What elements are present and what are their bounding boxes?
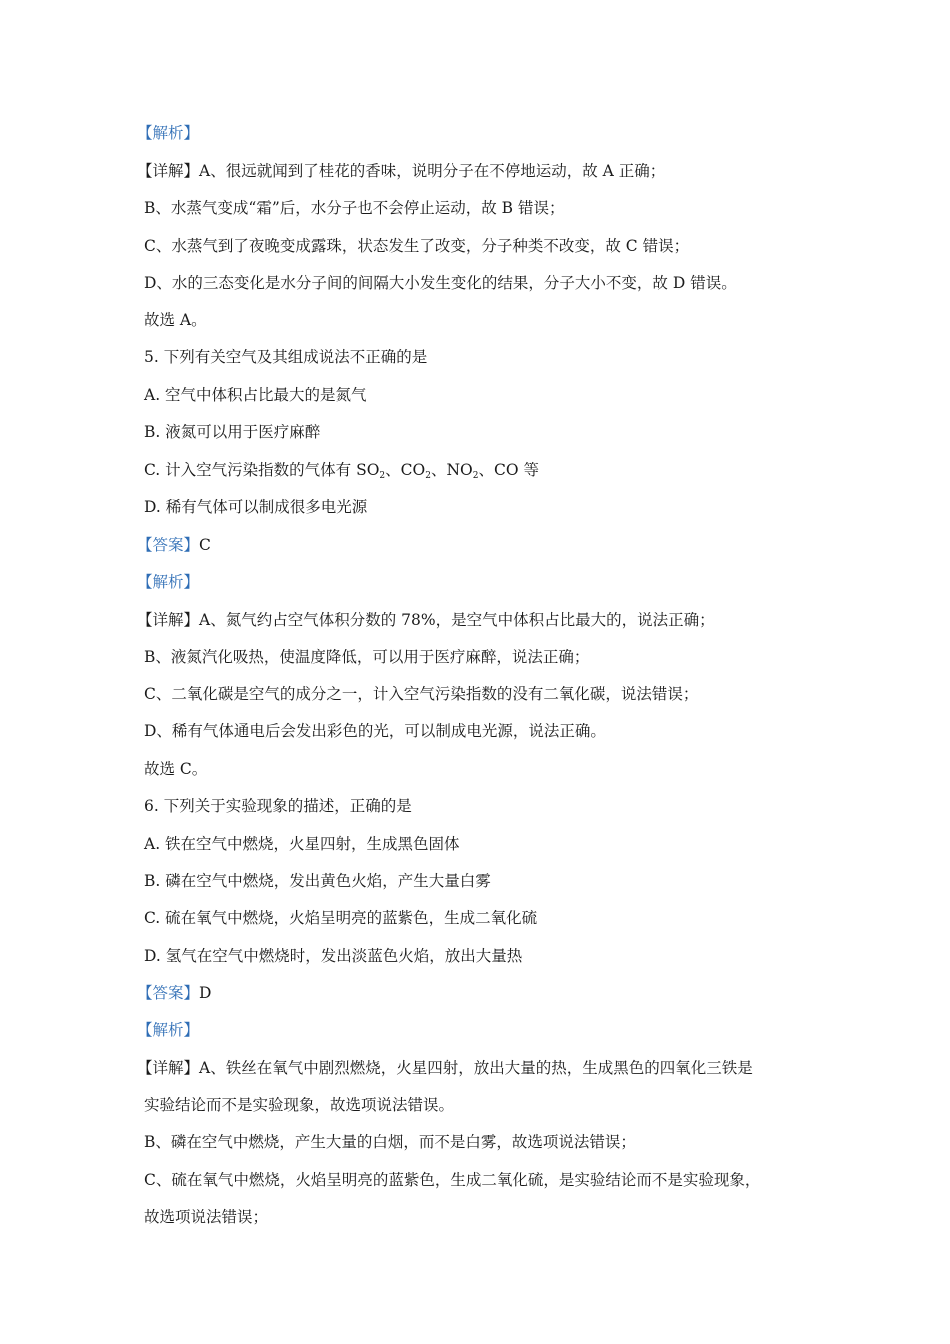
option-c-text: 、NO [430,461,473,479]
option-c-text: 、CO 等 [478,461,539,479]
question-stem: 6. 下列关于实验现象的描述，正确的是 [144,797,412,815]
detail-line-c-continued: 故选项说法错误； [144,1208,269,1226]
subscript: 2 [472,471,479,481]
option-c-text: 、CO [385,461,426,479]
conclusion: 故选 A。 [144,311,207,329]
analysis-tag: 【解析】 [137,573,200,591]
option-c [144,459,539,481]
detail-line-a [137,1057,753,1079]
detail-text: A、铁丝在氧气中剧烈燃烧，火星四射，放出大量的热，生成黑色的四氧化三铁是 [199,1059,753,1077]
detail-line-a [137,160,665,182]
detail-line-d: D、水的三态变化是水分子间的间隔大小发生变化的结果，分子大小不变，故 D 错误。 [144,274,737,292]
detail-line-c: C、硫在氧气中燃烧，火焰呈明亮的蓝紫色，生成二氧化硫，是实验结论而不是实验现象， [144,1171,761,1189]
option-a: A. 铁在空气中燃烧，火星四射，生成黑色固体 [144,835,460,853]
answer-value: C [199,536,211,554]
detail-line-a-continued: 实验结论而不是实验现象，故选项说法错误。 [144,1096,455,1114]
detail-tag: 【详解】 [137,611,200,629]
option-d: D. 氢气在空气中燃烧时，发出淡蓝色火焰，放出大量热 [144,947,523,965]
detail-line-c: C、二氧化碳是空气的成分之一，计入空气污染指数的没有二氧化碳，说法错误； [144,685,699,703]
detail-text: A、很远就闻到了桂花的香味，说明分子在不停地运动，故 A 正确； [199,162,666,180]
subscript: 2 [379,471,386,481]
answer-tag: 【答案】 [137,536,200,554]
conclusion: 故选 C。 [144,760,208,778]
option-b: B. 液氮可以用于医疗麻醉 [144,423,321,441]
question-stem: 5. 下列有关空气及其组成说法不正确的是 [144,348,428,366]
analysis-heading [137,571,199,593]
detail-tag: 【详解】 [137,162,200,180]
answer-line [137,534,211,556]
detail-tag: 【详解】 [137,1059,200,1077]
detail-line-a [137,609,715,631]
analysis-tag: 【解析】 [137,124,200,142]
analysis-heading [137,122,199,144]
option-d: D. 稀有气体可以制成很多电光源 [144,498,368,516]
analysis-heading [137,1019,199,1041]
detail-line-b: B、磷在空气中燃烧，产生大量的白烟，而不是白雾，故选项说法错误； [144,1133,636,1151]
subscript: 2 [425,471,431,481]
detail-line-b: B、水蒸气变成“霜”后，水分子也不会停止运动，故 B 错误； [144,199,565,217]
option-a: A. 空气中体积占比最大的是氮气 [144,386,367,404]
detail-line-c: C、水蒸气到了夜晚变成露珠，状态发生了改变，分子种类不改变，故 C 错误； [144,237,690,255]
option-c: C. 硫在氧气中燃烧，火焰呈明亮的蓝紫色，生成二氧化硫 [144,909,538,927]
answer-tag: 【答案】 [137,984,200,1002]
answer-line [137,982,211,1004]
answer-value: D [199,984,212,1002]
analysis-tag: 【解析】 [137,1021,200,1039]
detail-line-b: B、液氮汽化吸热，使温度降低，可以用于医疗麻醉，说法正确； [144,648,590,666]
option-c-text: C. 计入空气污染指数的气体有 SO [144,461,380,479]
option-b: B. 磷在空气中燃烧，发出黄色火焰，产生大量白雾 [144,872,491,890]
detail-text: A、氮气约占空气体积分数的 78%，是空气中体积占比最大的，说法正确； [199,611,715,629]
detail-line-d: D、稀有气体通电后会发出彩色的光，可以制成电光源，说法正确。 [144,722,606,740]
